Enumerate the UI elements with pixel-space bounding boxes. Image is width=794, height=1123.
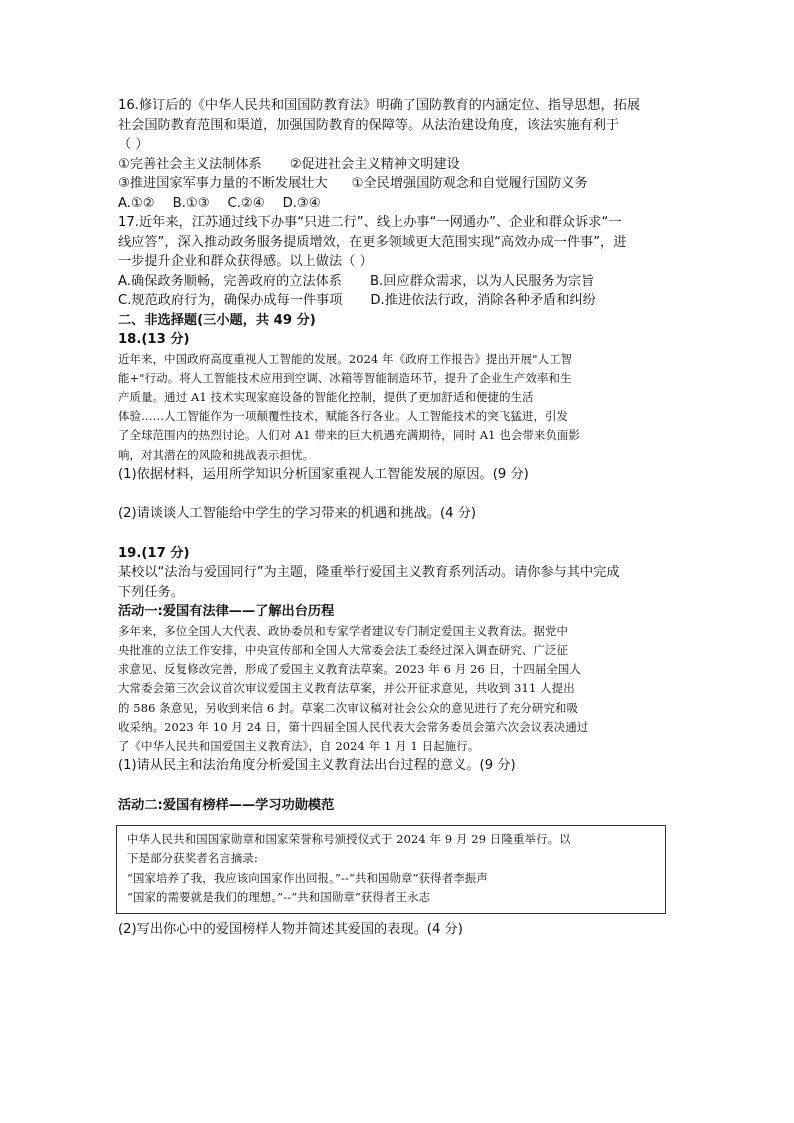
q17-line-2: 线应答”，深入推动政务服务提质增效，在更多领域更大范围实现“高效办成一件事”，进 bbox=[118, 234, 627, 250]
answer-space bbox=[118, 484, 678, 504]
question-18 bbox=[118, 330, 678, 544]
q17-option-d: D.推进依法行政，消除各种矛盾和纠纷 bbox=[370, 293, 596, 308]
q19-material-line: 央批准的立法工作安排，中央宣传部和全国人大常委会法工委经过深入调查研究、广泛征 bbox=[118, 642, 569, 657]
q19-material-line: 的 586 条意见，另收到来信 6 封。草案二次审议稿对社会公众的意见进行了充分研究和吸 bbox=[118, 700, 579, 715]
quote-box-line: 下是部分获奖者名言摘录: bbox=[127, 851, 258, 866]
q16-options-row-2 bbox=[118, 174, 678, 194]
q19-material-line: 大常委会第三次会议首次审议爱国主义教育法草案，并公开征求意见，共收到 311 人提出 bbox=[118, 681, 575, 696]
question-16 bbox=[118, 96, 678, 213]
q19-material-line: 收采纳。2023 年 10 月 24 日，第十四届全国人民代表大会常务委员会第六次会议表决通过 bbox=[118, 719, 589, 734]
q17-options-row-1 bbox=[118, 272, 678, 292]
q16-option-4: ①全民增强国防观念和自觉履行国防义务 bbox=[351, 176, 588, 191]
q18-material-line: 了全球范围内的热烈讨论。人们对 A1 带来的巨大机遇充满期待，同时 A1 也会带来负面影 bbox=[118, 428, 581, 443]
q16-choice-d: D.③④ bbox=[282, 195, 321, 211]
q19-sub-question-2: (2)写出你心中的爱国榜样人物并简述其爱国的表现。(4 分) bbox=[118, 921, 463, 937]
q19-intro-line-1: 某校以“法治与爱国同行”为主题，隆重举行爱国主义教育系列活动。请你参与其中完成 bbox=[118, 565, 620, 581]
q17-option-a: A.确保政务顺畅，完善政府的立法体系 bbox=[118, 273, 342, 289]
q17-options-row-2 bbox=[118, 291, 678, 311]
q19-sub-question-1: (1)请从民主和法治角度分析爱国主义教育法出台过程的意义。(9 分) bbox=[118, 758, 516, 774]
q17-line-3: 一步提升企业和群众获得感。以上做法（ ） bbox=[118, 254, 373, 269]
q19-intro-line-2: 下列任务。 bbox=[118, 584, 184, 600]
answer-space bbox=[118, 524, 678, 544]
q16-option-1: ①完善社会主义法制体系 bbox=[118, 156, 262, 172]
q18-material-line: 产质量。通过 A1 技术实现家庭设备的智能化控制，提供了更加舒适和便捷的生活 bbox=[118, 389, 534, 404]
q17-option-b: B.回应群众需求，以为人民服务为宗旨 bbox=[369, 273, 595, 289]
question-17 bbox=[118, 213, 678, 311]
q16-answer-bracket: （ ） bbox=[118, 137, 149, 152]
q17-line-1: 17.近年来，江苏通过线下办事“只进二行”、线上办事“一网通办”、企业和群众诉求“一 bbox=[118, 215, 622, 230]
q19-material-line: 多年来，多位全国人大代表、政协委员和专家学者建议专门制定爱国主义教育法。据党中 bbox=[118, 623, 569, 638]
q18-material-line: 响，对其潜在的风险和挑战表示担忧。 bbox=[118, 447, 315, 462]
q19-material-line: 了《中华人民共和国爱国主义教育法》，自 2024 年 1 月 1 日起施行。 bbox=[118, 738, 480, 753]
q19-heading: 19.(17 分) bbox=[118, 545, 190, 561]
q16-choice-a: A.①② bbox=[118, 195, 155, 211]
answer-space bbox=[118, 776, 678, 796]
q19-activity-1-material bbox=[118, 622, 678, 756]
q18-material-line: 近年来，中国政府高度重视人工智能的发展。2024 年《政府工作报告》提出开展"人工智 bbox=[118, 351, 573, 366]
quote-box-line: “国家培养了我，我应该向国家作出回报。”--“共和国勋章”获得者李振声 bbox=[127, 870, 488, 885]
q18-sub-question-2: (2)请谈谈人工智能给中学生的学习带来的机遇和挑战。(4 分) bbox=[118, 506, 477, 522]
q16-options-row-1 bbox=[118, 155, 678, 175]
q18-heading: 18.(13 分) bbox=[118, 332, 190, 347]
q16-option-2: ②促进社会主义精神文明建设 bbox=[289, 156, 460, 172]
q18-sub-question-1: (1)依据材料，运用所学知识分析国家重视人工智能发展的原因。(9 分) bbox=[118, 466, 529, 482]
q18-material-line: 能+"行动。将人工智能技术应用到空调、冰箱等智能制造环节，提升了企业生产效率和生 bbox=[118, 370, 572, 385]
question-19 bbox=[118, 544, 678, 940]
q16-choices bbox=[118, 194, 678, 214]
q16-choice-c: C.②④ bbox=[227, 195, 265, 211]
q19-material-line: 求意见、反复修改完善，形成了爱国主义教育法草案。2023 年 6 月 26 日，十四届全国人 bbox=[118, 662, 582, 677]
q16-option-3: ③推进国家军事力量的不断发展壮大 bbox=[118, 176, 328, 191]
q17-option-c: C.规范政府行为，确保办成每一件事项 bbox=[118, 293, 343, 308]
q19-activity-2-title: 活动二:爱国有榜样——学习功勋模范 bbox=[118, 797, 335, 813]
q18-material bbox=[118, 350, 678, 465]
exam-page bbox=[118, 96, 678, 939]
q16-line-1: 16.修订后的《中华人民共和国国防教育法》明确了国防教育的内涵定位、指导思想，拓展 bbox=[118, 98, 641, 113]
section-2-title: 二、非选择题(三小题，共 49 分) bbox=[118, 312, 316, 328]
q19-activity-1-title: 活动一:爱国有法律——了解出台历程 bbox=[118, 604, 335, 620]
quote-box-line: 中华人民共和国国家勋章和国家荣誉称号颁授仪式于 2024 年 9 月 29 日隆重举行。以 bbox=[127, 832, 571, 847]
q16-line-2: 社会国防教育范围和渠道，加强国防教育的保障等。从法治建设角度，该法实施有利于 bbox=[118, 117, 620, 133]
quote-box-line: “国家的需要就是我们的理想。”--“共和国勋章”获得者王永志 bbox=[127, 889, 431, 904]
quote-box bbox=[116, 825, 666, 914]
q18-material-line: 体验……人工智能作为一项颠覆性技术，赋能各行各业。人工智能技术的突飞猛进，引发 bbox=[118, 409, 569, 424]
q16-choice-b: B.①③ bbox=[172, 195, 210, 211]
